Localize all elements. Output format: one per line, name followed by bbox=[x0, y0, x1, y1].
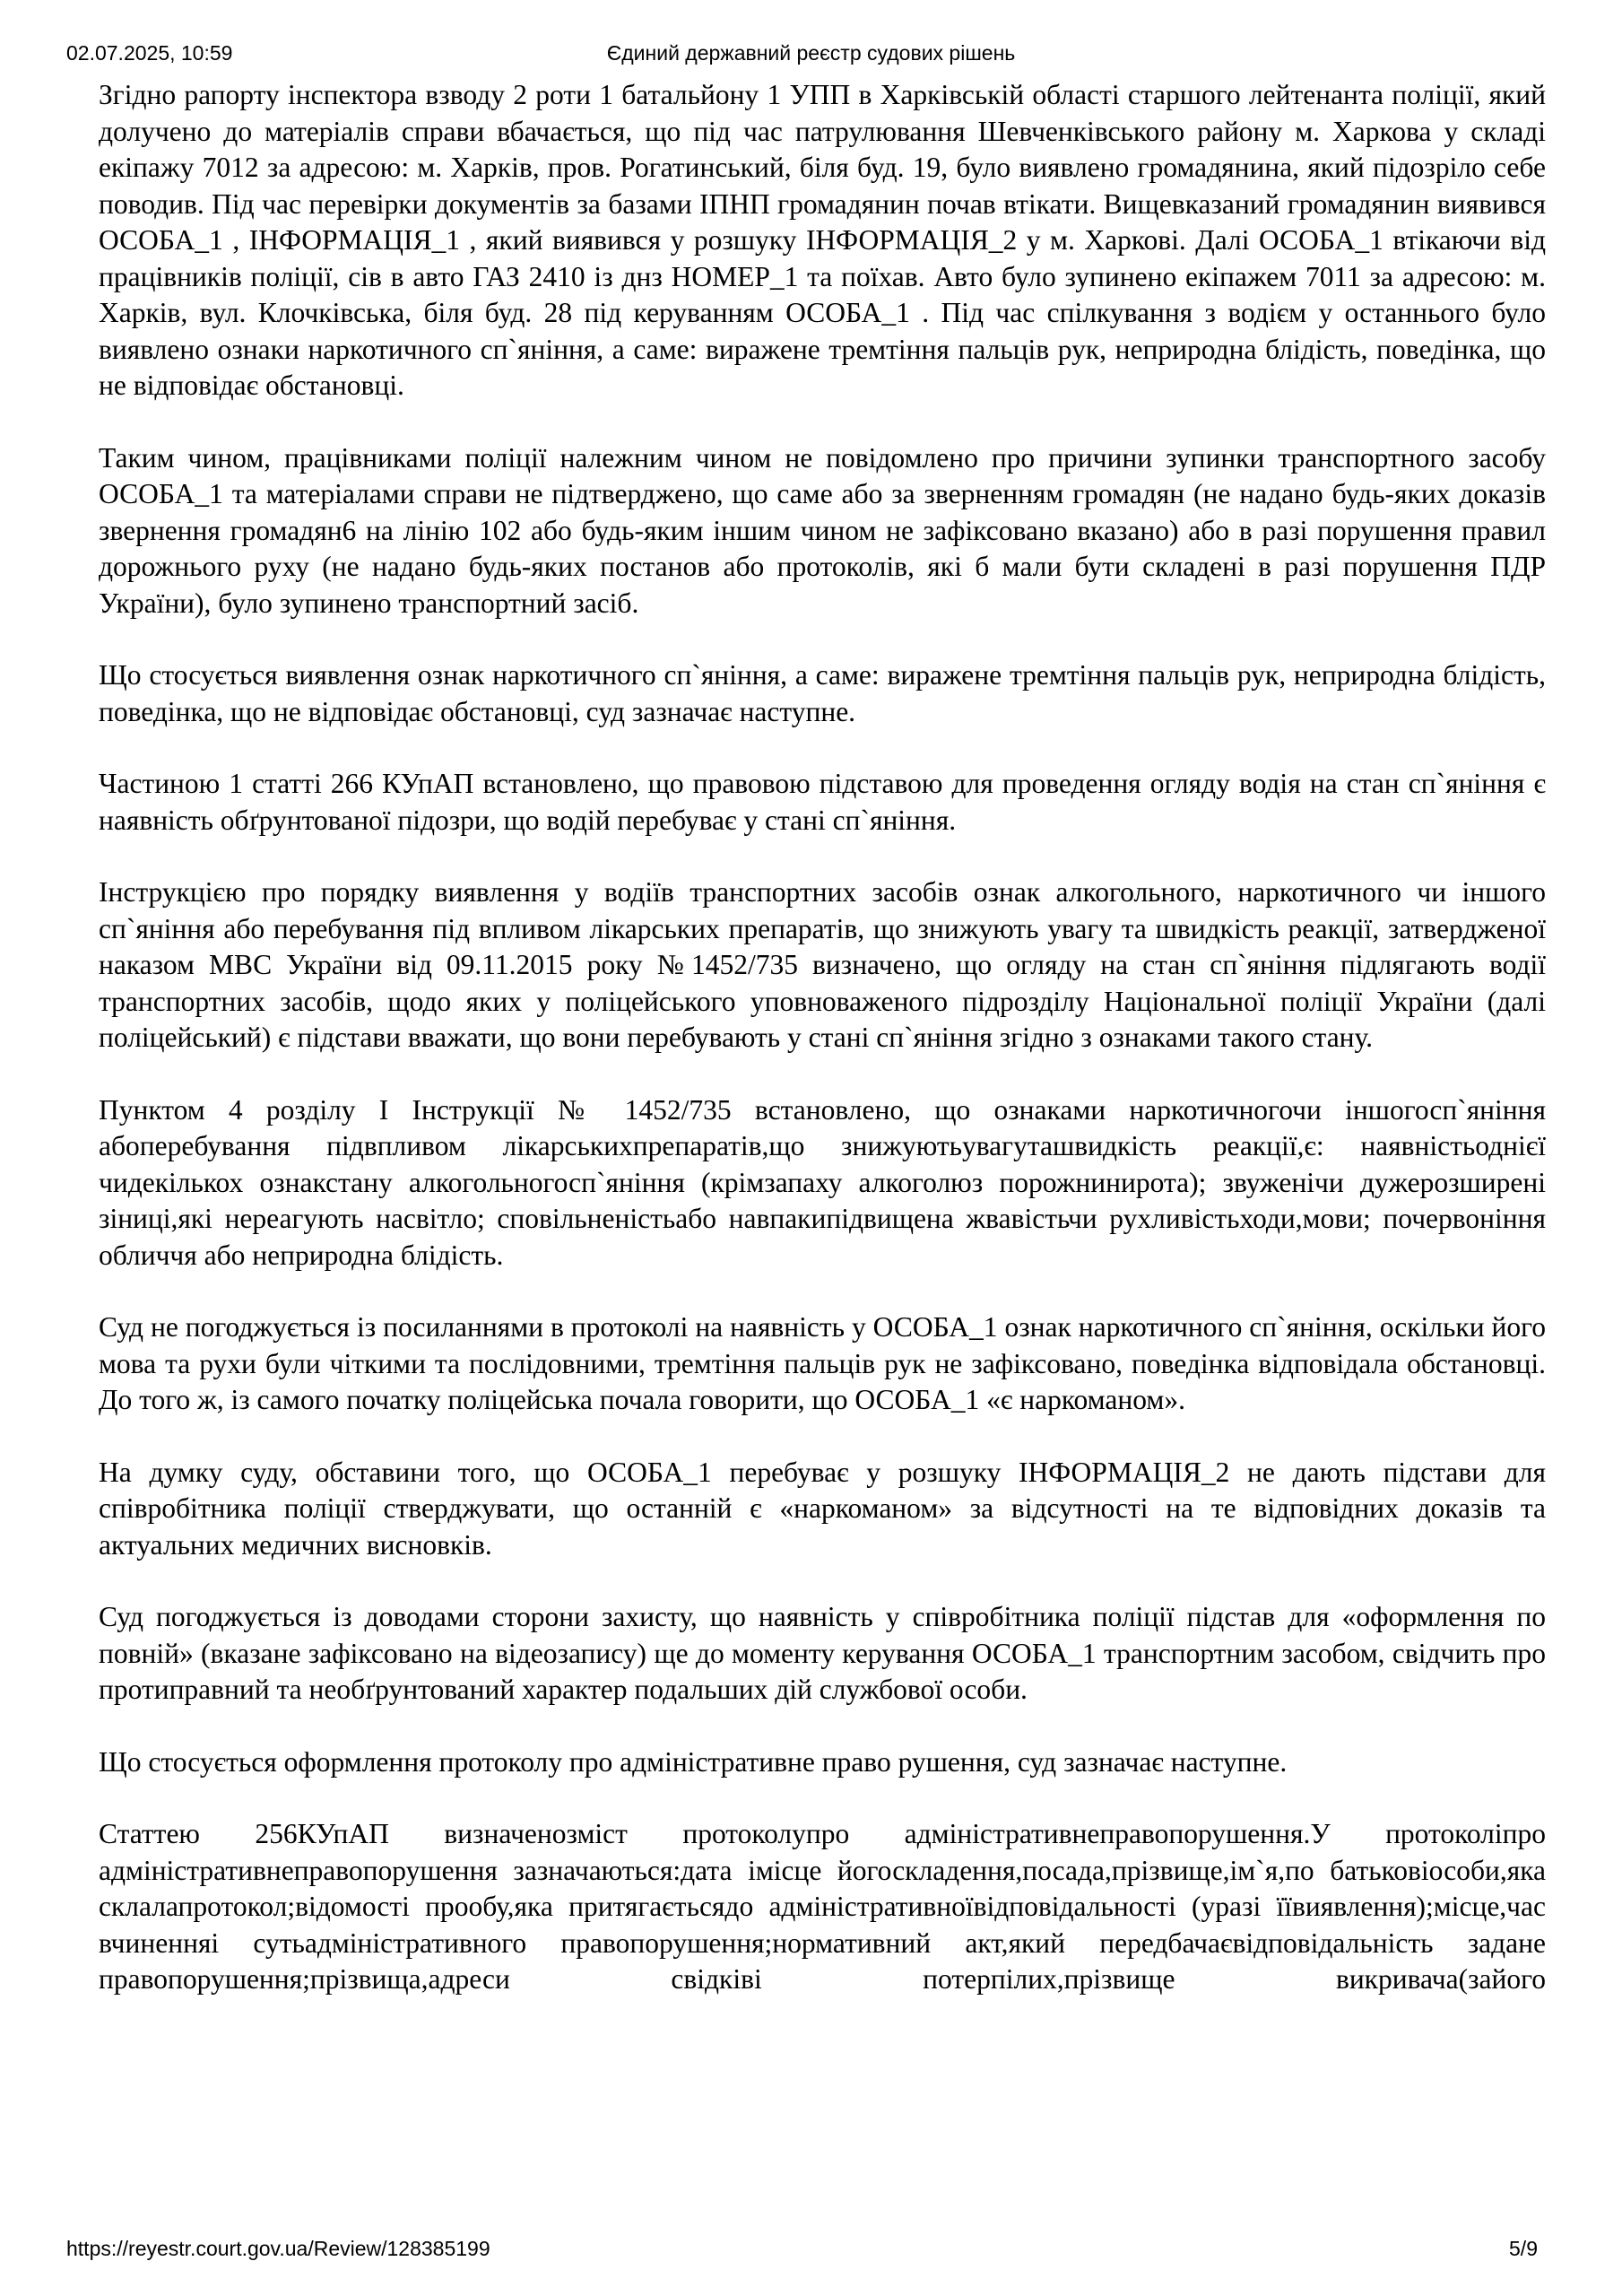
paragraph: Частиною 1 статті 266 КУпАП встановлено, що правовою підставою для проведення огляду водія на стан сп`яніння є наявність обґрунтованої підозри, що водій перебуває у стані сп`яніння. bbox=[99, 768, 1546, 836]
document-body bbox=[99, 77, 1546, 1998]
page-title: Єдиний державний реєстр судових рішень bbox=[606, 41, 1016, 65]
paragraph: Статтею 256КУпАП визначенозміст протоколупро адміністративнеправопорушення.У протоколіпро адміністративнеправопорушення зазначаються:дата імісце йогоскладення,посада,прізвище,ім`я,по батьковіособи,яка склалапротокол;відомості прообу,яка притягаєтьсядо адміністративноївідповідальності (уразі їївиявлення);місце,час вчиненняі сутьадміністративного правопорушення;нормативний акт,який передбачаєвідповідальність задане правопорушення;прізвища,адреси свідківі потерпілих,прізвище викривача(зайого bbox=[99, 1818, 1546, 1995]
paragraph: Інструкцією про порядку виявлення у водіїв транспортних засобів ознак алкогольного, наркотичного чи іншого сп`яніння або перебування під впливом лікарських препаратів, що знижують увагу та швидкість реакції, затвердженої наказом МВС України від 09.11.2015 року №1452/735 визначено, що огляду на стан сп`яніння підлягають водії транспортних засобів, щодо яких у поліцейського уповноваженого підрозділу Національної поліції України (далі поліцейський) є підстави вважати, що вони перебувають у стані сп`яніння згідно з ознаками такого стану. bbox=[99, 876, 1546, 1053]
paragraph: Що стосується виявлення ознак наркотичного сп`яніння, а саме: виражене тремтіння пальців рук, неприродна блідість, поведінка, що не відповідає обстановці, суд зазначає наступне. bbox=[99, 659, 1546, 727]
print-header bbox=[0, 41, 1622, 68]
page-url: https://reyestr.court.gov.ua/Review/128385199 bbox=[66, 2237, 490, 2260]
paragraph: Пунктом 4 розділу І Інструкції № 1452/735 встановлено, що ознаками наркотичногочи іншогосп`яніння абоперебування підвпливом лікарськихпрепаратів,що знижуютьувагуташвидкість реакції,є: наявністьоднієї чидекількох ознакстану алкогольногосп`яніння (крімзапаху алкоголюз порожнинирота); звуженічи дужерозширені зіниці,які нереагують насвітло; сповільненістьабо навпакипідвищена жвавістьчи рухливістьходи,мови; почервоніння обличчя або неприродна блідість. bbox=[99, 1093, 1546, 1271]
paragraph: На думку суду, обставини того, що ОСОБА_1 перебуває у розшуку ІНФОРМАЦІЯ_2 не дають підстави для співробітника поліції стверджувати, що останній є «наркоманом» за відсутності на те відповідних доказів та актуальних медичних висновків. bbox=[99, 1456, 1546, 1561]
paragraph: Згідно рапорту інспектора взводу 2 роти 1 батальйону 1 УПП в Харківській області старшого лейтенанта поліції, який долучено до матеріалів справи вбачається, що під час патрулювання Шевченківського району м. Харкова у складі екіпажу 7012 за адресою: м. Харків, пров. Рогатинський, біля буд. 19, було виявлено громадянина, який підозріло себе поводив. Під час перевірки документів за базами ІПНП громадянин почав втікати. Вищевказаний громадянин виявився ОСОБА_1 , ІНФОРМАЦІЯ_1 , який виявився у розшуку ІНФОРМАЦІЯ_2 у м. Харкові. Далі ОСОБА_1 втікаючи від працівників поліції, сів в авто ГАЗ 2410 із днз НОМЕР_1 та поїхав. Авто було зупинено екіпажем 7011 за адресою: м. Харків, вул. Клочківська, біля буд. 28 під керуванням ОСОБА_1 . Під час спілкування з водієм у останнього було виявлено ознаки наркотичного сп`яніння, а саме: виражене тремтіння пальців рук, неприродна блідість, поведінка, що не відповідає обстановці. bbox=[99, 79, 1546, 401]
paragraph: Суд не погоджується із посиланнями в протоколі на наявність у ОСОБА_1 ознак наркотичного сп`яніння, оскільки його мова та рухи були чіткими та послідовними, тремтіння пальців рук не зафіксовано, поведінка відповідала обстановці. До того ж, із самого початку поліцейська почала говорити, що ОСОБА_1 «є наркоманом». bbox=[99, 1311, 1546, 1415]
page-number: 5/9 bbox=[1509, 2237, 1538, 2260]
print-datetime: 02.07.2025, 10:59 bbox=[66, 41, 233, 65]
paragraph: Що стосується оформлення протоколу про адміністративне право рушення, суд зазначає наступне. bbox=[99, 1745, 1288, 1778]
paragraph: Таким чином, працівниками поліції належним чином не повідомлено про причини зупинки транспортного засобу ОСОБА_1 та матеріалами справи не підтверджено, що саме або за зверненням громадян (не надано будь-яких доказів звернення громадян6 на лінію 102 або будь-яким іншим чином не зафіксовано вказано) або в разі порушення правил дорожнього руху (не надано будь-яких постанов або протоколів, які б мали бути складені в разі порушення ПДР України), було зупинено транспортний засіб. bbox=[99, 441, 1546, 619]
print-footer bbox=[0, 2237, 1622, 2264]
paragraph: Суд погоджується із доводами сторони захисту, що наявність у співробітника поліції підстав для «оформлення по повній» (вказане зафіксовано на відеозапису) ще до моменту керування ОСОБА_1 транспортним засобом, свідчить про протиправний та необґрунтований характер подальших дій службової особи. bbox=[99, 1601, 1546, 1705]
